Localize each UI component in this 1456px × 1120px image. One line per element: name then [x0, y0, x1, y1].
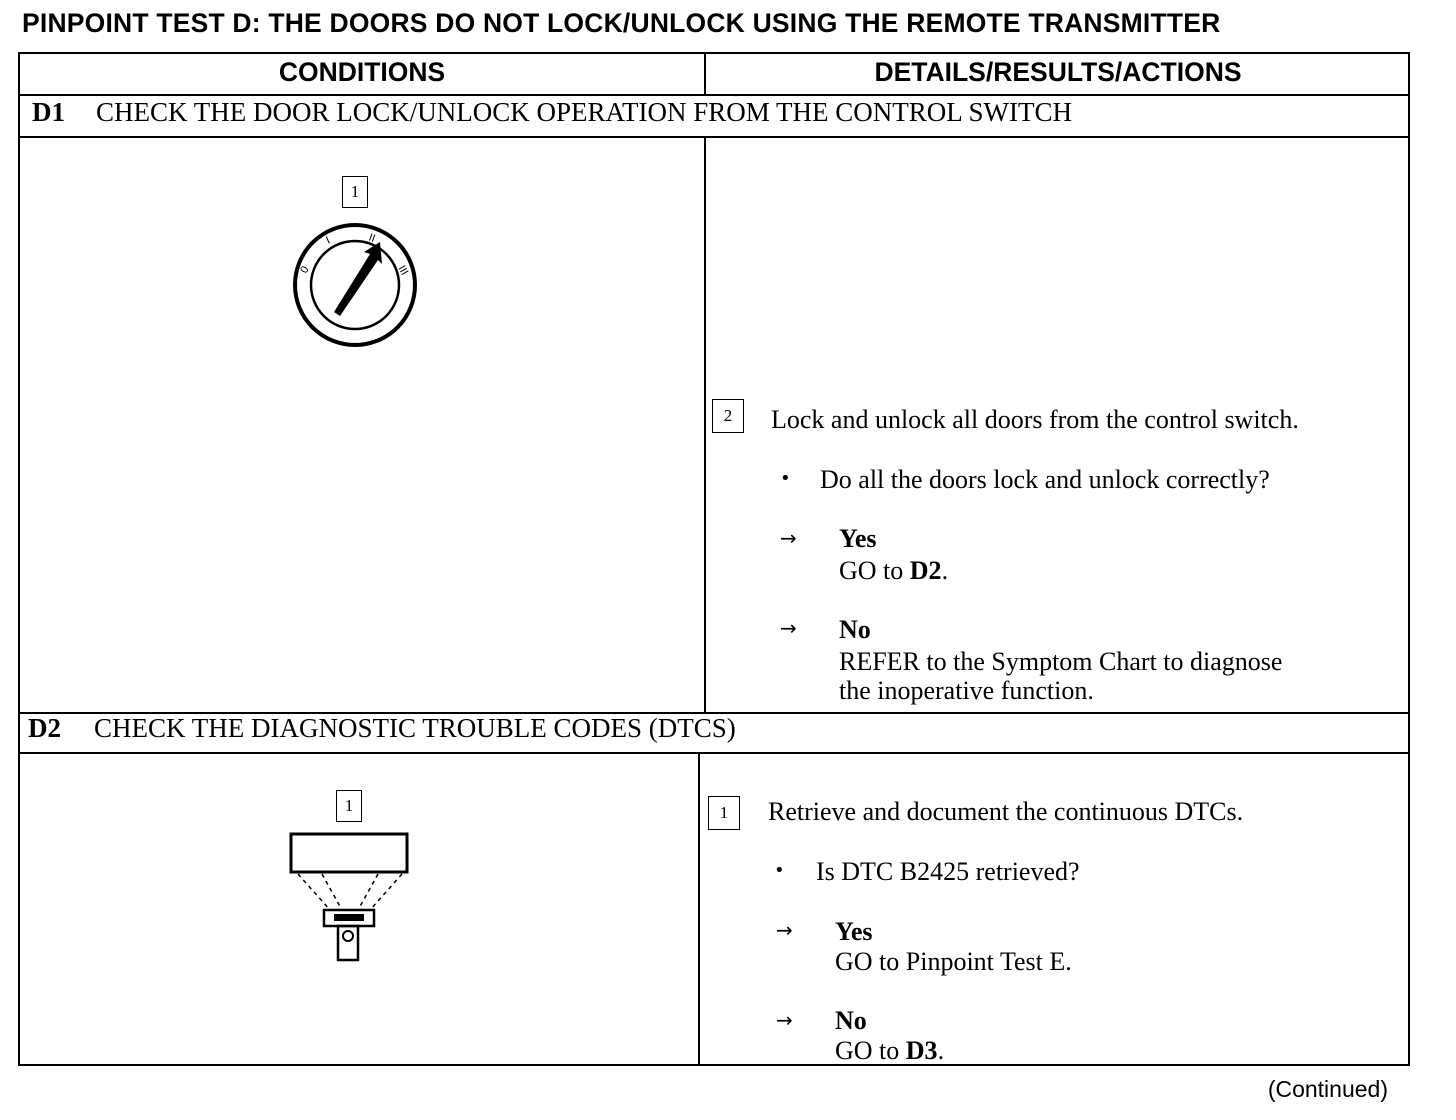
- d2-yes-label: Yes: [835, 917, 873, 946]
- ign-pos-2: II: [366, 231, 377, 245]
- d2-question: Is DTC B2425 retrieved?: [816, 857, 1080, 886]
- d1-yes-action-ref: D2: [909, 556, 942, 585]
- d1-yes-arrow: →: [780, 526, 797, 550]
- ign-pos-1: I: [324, 234, 333, 247]
- continued-note: (Continued): [1267, 1076, 1388, 1102]
- d1-yes-action: [839, 556, 948, 586]
- d1-yes-action-suffix: .: [941, 556, 949, 585]
- d1-heading-text: CHECK THE DOOR LOCK/UNLOCK OPERATION FROM THE CONTROL SWITCH: [96, 97, 1073, 127]
- d1-column-divider: [704, 136, 706, 712]
- ign-pos-0: 0: [298, 264, 312, 276]
- header-divider: [704, 54, 706, 94]
- d2-step-number: 1: [708, 796, 740, 830]
- d1-yes-action-text: GO to: [839, 556, 910, 585]
- ignition-switch-icon: [290, 220, 420, 350]
- d2-no-action: [835, 1036, 944, 1066]
- key-arrow: [334, 242, 382, 316]
- d1-no-arrow: →: [780, 616, 797, 640]
- d1-step-number: 2: [712, 399, 744, 433]
- d2-yes-arrow: →: [776, 918, 793, 942]
- d1-step-id: D1: [32, 97, 65, 127]
- d1-step-text: Lock and unlock all doors from the control switch.: [771, 405, 1299, 434]
- d2-no-action-text: GO to: [835, 1036, 906, 1065]
- details-column-header: DETAILS/RESULTS/ACTIONS: [874, 57, 1242, 87]
- page-title: PINPOINT TEST D: THE DOORS DO NOT LOCK/UNLOCK USING THE REMOTE TRANSMITTER: [22, 8, 1221, 38]
- diagnostic-tool-connector-icon: [288, 832, 412, 968]
- row-divider: [20, 94, 1408, 96]
- row-divider: [20, 752, 1408, 754]
- ign-pos-3: III: [395, 263, 411, 278]
- pinpoint-test-table: [18, 52, 1410, 1066]
- d2-step-id: D2: [28, 713, 61, 743]
- d1-question: Do all the doors lock and unlock correctly?: [820, 465, 1270, 494]
- d2-column-divider: [698, 752, 700, 1066]
- d1-no-action-line2: the inoperative function.: [839, 676, 1094, 705]
- d2-figure-label: 1: [336, 790, 362, 822]
- d2-heading-text: CHECK THE DIAGNOSTIC TROUBLE CODES (DTCS): [94, 713, 736, 743]
- d2-step-text: Retrieve and document the continuous DTCs.: [768, 797, 1244, 826]
- d1-no-label: No: [839, 615, 871, 644]
- d1-yes-label: Yes: [839, 524, 877, 553]
- row-divider: [20, 136, 1408, 138]
- d2-no-arrow: →: [776, 1008, 793, 1032]
- d2-no-action-suffix: .: [937, 1036, 945, 1065]
- conditions-column-header: CONDITIONS: [278, 57, 446, 87]
- d2-no-label: No: [835, 1006, 867, 1035]
- d2-heading: [28, 713, 736, 744]
- d1-figure-label: 1: [342, 176, 368, 208]
- d2-yes-action: GO to Pinpoint Test E.: [835, 947, 1072, 976]
- d1-bullet: •: [780, 468, 791, 489]
- d2-bullet: •: [774, 860, 785, 881]
- d1-heading: [32, 97, 1072, 128]
- d2-no-action-ref: D3: [905, 1036, 938, 1065]
- d1-no-action-line1: REFER to the Symptom Chart to diagnose: [839, 647, 1283, 676]
